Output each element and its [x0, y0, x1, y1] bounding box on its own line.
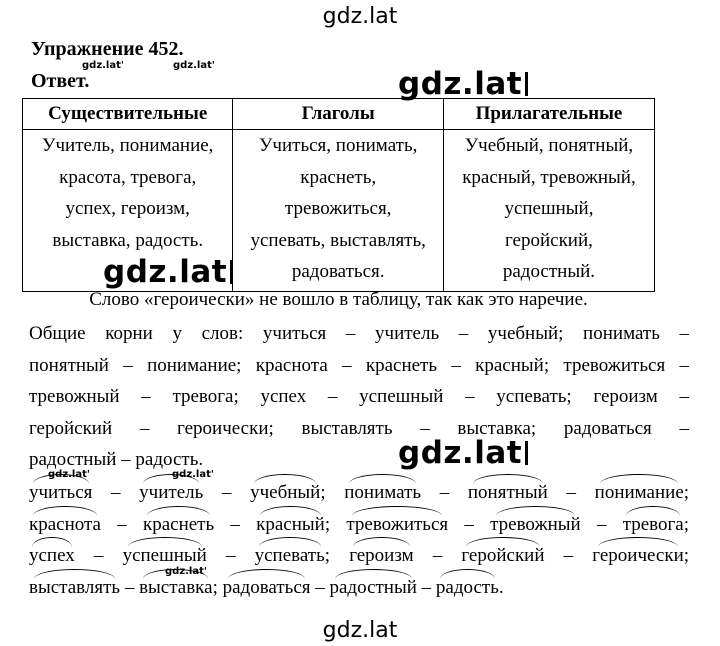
separator: –	[203, 482, 251, 503]
root-marked-word: краснота	[29, 509, 101, 541]
note-text: Слово «героически» не вошло в таблицу, так как это наречие.	[89, 289, 588, 310]
column-header-verbs: Глаголы	[233, 99, 443, 130]
watermark-small: gdz.lat '	[82, 60, 124, 71]
cell-line: Учиться, понимать,	[258, 135, 418, 156]
verbs-cell	[233, 130, 443, 292]
separator: –	[92, 482, 140, 503]
root-marked-word: успевать	[255, 540, 325, 572]
watermark-large: gdz.lat	[398, 435, 528, 471]
watermark-small: gdz.lat '	[48, 469, 90, 480]
parts-of-speech-table	[22, 98, 655, 292]
separator: –	[413, 545, 462, 566]
paragraph-line: понятный – понимание; краснота – краснеть – красный; тревожиться –	[29, 354, 689, 376]
marked-line	[29, 572, 689, 604]
separator: –	[206, 545, 255, 566]
root-marked-word: красный	[256, 509, 325, 541]
paragraph-line: Общие корни у слов: учиться – учитель – учебный; понимать –	[29, 323, 689, 344]
exercise-title: Упражнение 452.	[31, 38, 184, 60]
separator: –	[448, 513, 491, 535]
cell-line: радоваться.	[291, 261, 385, 282]
root-marked-word: учиться	[29, 477, 92, 509]
root-marked-word: понимать	[344, 477, 421, 509]
root-marked-word: радость	[436, 572, 499, 604]
cell-line: радостный.	[502, 261, 596, 282]
cell-line: красота, тревога,	[59, 166, 197, 188]
watermark-small: gdz.lat '	[165, 566, 207, 577]
root-marked-word: учебный	[250, 477, 320, 509]
column-header-nouns: Существительные	[23, 99, 233, 130]
cell-line: Учитель, понимание,	[42, 135, 214, 156]
separator: –	[120, 576, 140, 598]
root-marked-word: краснеть	[143, 509, 214, 541]
watermark-small: gdz.lat '	[173, 60, 215, 71]
cell-line: краснеть,	[300, 166, 377, 188]
separator: ;	[212, 576, 223, 598]
separator: –	[100, 513, 143, 535]
cell-line: красный, тревожный,	[462, 166, 636, 188]
watermark-top: gdz.lat	[322, 4, 398, 29]
root-marked-word: героически	[592, 540, 683, 572]
marked-line	[29, 477, 689, 509]
table-row	[23, 130, 655, 292]
root-marked-word: понимание	[595, 477, 684, 509]
table-header-row	[23, 99, 655, 130]
cell-line: геройский,	[505, 229, 593, 251]
separator: ;	[324, 545, 350, 566]
separator: –	[421, 482, 468, 503]
separator: ;	[320, 482, 345, 503]
watermark-large: gdz.lat	[398, 66, 528, 102]
separator: .	[498, 576, 504, 598]
separator: –	[416, 576, 436, 598]
adjectives-cell	[443, 130, 654, 292]
marked-roots-block	[29, 477, 689, 603]
watermark-large: gdz.lat	[103, 254, 233, 290]
cell-line: тревожиться,	[284, 198, 392, 219]
root-marked-word: радостный	[330, 572, 417, 604]
root-marked-word: тревожный	[490, 509, 581, 541]
marked-line	[29, 509, 689, 541]
root-marked-word: геройский	[461, 540, 544, 572]
separator: ;	[324, 513, 347, 535]
roots-paragraph	[29, 318, 689, 476]
separator: ;	[683, 482, 690, 503]
paragraph-line: тревожный – тревога; успех – успешный – успевать; героизм –	[29, 386, 689, 407]
answer-label: Ответ.	[31, 70, 90, 92]
separator: –	[310, 576, 330, 598]
cell-line: успех, героизм,	[65, 198, 190, 219]
root-marked-word: выставлять	[29, 572, 120, 604]
cell-line: выставка, радость.	[52, 229, 204, 251]
separator: –	[214, 513, 257, 535]
cell-line: успевать, выставлять,	[250, 229, 426, 251]
watermark-bottom: gdz.lat	[322, 618, 398, 643]
separator: –	[580, 513, 623, 535]
cell-line: успешный,	[504, 198, 594, 219]
paragraph-line: геройский – героически; выставлять – выставка; радоваться –	[29, 417, 689, 439]
separator: ;	[683, 545, 690, 566]
separator: –	[544, 545, 593, 566]
cell-line: Учебный, понятный,	[464, 135, 634, 156]
paragraph-line: радостный – радость.	[29, 449, 204, 470]
root-marked-word: тревога	[623, 509, 684, 541]
root-marked-word: учитель	[139, 477, 203, 509]
root-marked-word: успешный	[123, 540, 207, 572]
root-marked-word: выставка	[139, 572, 213, 604]
watermark-small: gdz.lat '	[172, 469, 214, 480]
root-marked-word: понятный	[468, 477, 548, 509]
separator: –	[547, 482, 595, 503]
root-marked-word: героизм	[349, 540, 413, 572]
nouns-cell	[23, 130, 233, 292]
root-marked-word: тревожиться	[346, 509, 448, 541]
separator: ;	[683, 513, 690, 535]
column-header-adjectives: Прилагательные	[443, 99, 654, 130]
separator: –	[74, 545, 123, 566]
root-marked-word: успех	[29, 540, 75, 572]
root-marked-word: радоваться	[223, 572, 311, 604]
marked-line	[29, 540, 689, 572]
